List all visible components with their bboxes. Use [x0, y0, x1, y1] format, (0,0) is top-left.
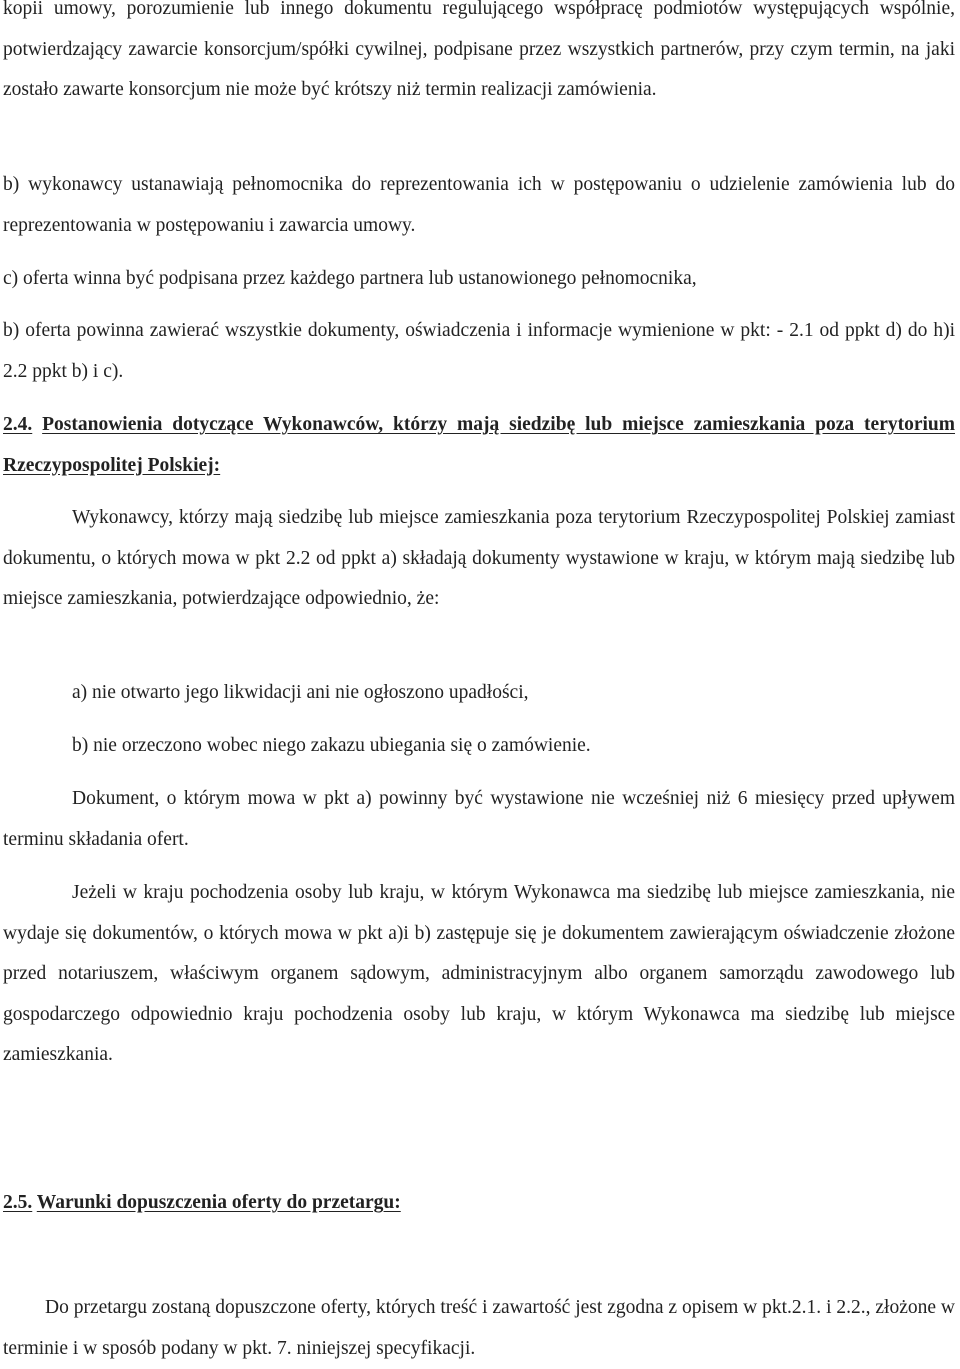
- paragraph-item-c-signature: c) oferta winna być podpisana przez każdego partnera lub ustanowionego pełnomocnika,: [3, 268, 697, 289]
- paragraph-item-b-documents: b) oferta powinna zawierać wszystkie dokumenty, oświadczenia i informacje wymienione w pkt: - 2.1 od ppkt d) do h)i 2.2 ppkt b) i c).: [3, 320, 955, 382]
- list-item-a-liquidation: a) nie otwarto jego likwidacji ani nie ogłoszono upadłości,: [72, 682, 529, 703]
- paragraph-item-b-proxy: b) wykonawcy ustanawiają pełnomocnika do reprezentowania ich w postępowaniu o udzielenie zamówienia lub do reprezentowania w postępowaniu i zawarcia umowy.: [3, 174, 955, 236]
- paragraph-foreign-contractors: Wykonawcy, którzy mają siedzibę lub miejsce zamieszkania poza terytorium Rzeczypospolitej Polskiej zamiast dokumentu, o których mowa w pkt 2.2 od ppkt a) składają dokumenty wystawione w kraju, w którym mają siedzibę lub miejsce zamieszkania, potwierdzające odpowiednio, że:: [3, 507, 955, 609]
- section-heading-2-4: [3, 405, 955, 486]
- paragraph-admission-conditions: Do przetargu zostaną dopuszczone oferty, których treść i zawartość jest zgodna z opisem w pkt.2.1. i 2.2., złożone w terminie i w sposób podany w pkt. 7. niniejszej specyfikacji.: [3, 1297, 955, 1359]
- paragraph-notarial-statement: Jeżeli w kraju pochodzenia osoby lub kraju, w którym Wykonawca ma siedzibę lub miejsce zamieszkania, nie wydaje się dokumentów, o których mowa w pkt a)i b) zastępuje się je dokumentem zawierającym oświadczenie złożone przed notariuszem, właściwym organem sądowym, administracyjnym albo organem samorządu zawodowego lub gospodarczego odpowiednio kraju pochodzenia osoby lub kraju, w którym Wykonawca ma siedzibę lub miejsce zamieszkania.: [3, 882, 955, 1065]
- section-heading-2-5: [3, 1183, 955, 1224]
- section-title: Postanowienia dotyczące Wykonawców, którzy mają siedzibę lub miejsce zamieszkania poza terytorium Rzeczypospolitej Polskiej:: [3, 414, 956, 476]
- list-item-b-ban: b) nie orzeczono wobec niego zakazu ubiegania się o zamówienie.: [72, 735, 591, 756]
- paragraph-document-validity: Dokument, o którym mowa w pkt a) powinny być wystawione nie wcześniej niż 6 miesięcy przed upływem terminu składania ofert.: [3, 788, 955, 850]
- section-number: 2.5.: [3, 1192, 33, 1213]
- section-number: 2.4.: [3, 414, 33, 435]
- paragraph-consortium-agreement: kopii umowy, porozumienie lub innego dokumentu regulującego współpracę podmiotów występujących wspólnie, potwierdzający zawarcie konsorcjum/spółki cywilnej, podpisane przez wszystkich partnerów, przy czym termin, na jaki zostało zawarte konsorcjum nie może być krótszy niż termin realizacji zamówienia.: [3, 0, 955, 100]
- section-title: Warunki dopuszczenia oferty do przetargu:: [36, 1192, 401, 1213]
